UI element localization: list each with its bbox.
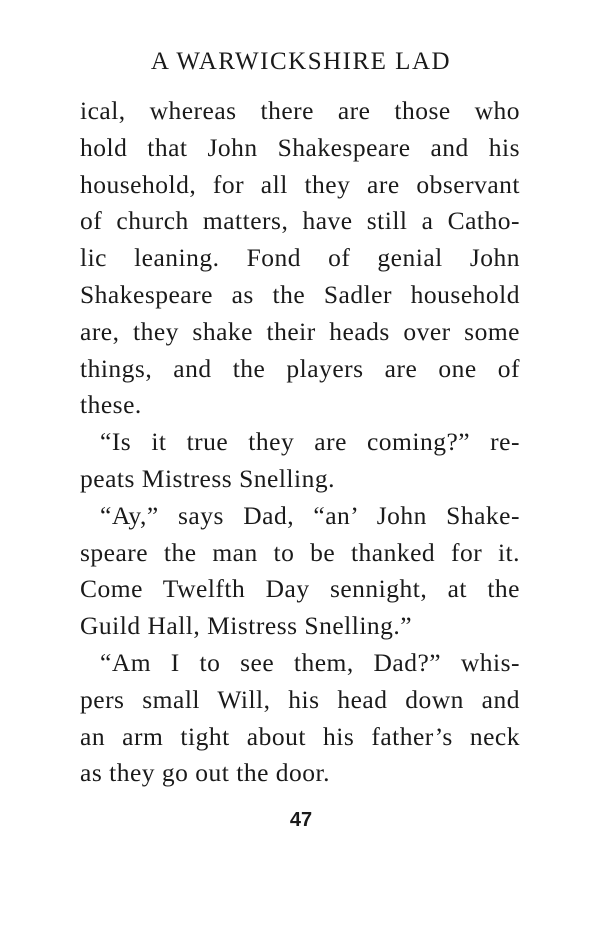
paragraph [80,645,520,792]
paragraph [80,498,520,645]
text-line: “Ay,” says Dad, “an’ John Shake- [100,500,520,530]
text-line: peats Mistress Snelling. [80,463,335,493]
text-line: are, they shake their heads over some [80,316,520,346]
running-head: A WARWICKSHIRE LAD [150,48,452,75]
text-line: lic leaning. Fond of genial John [80,243,520,273]
paragraph [80,93,520,424]
text-line: Come Twelfth Day sennight, at the [80,574,520,604]
text-line: as they go out the door. [80,758,330,788]
text-line: Shakespeare as the Sadler household [80,279,520,309]
text-line: “Is it true they are coming?” re- [100,427,520,457]
text-line: household, for all they are observant [80,169,520,199]
body-text [80,93,520,792]
text-line: of church matters, have still a Catho- [80,206,520,236]
paragraph [80,424,520,498]
text-line: things, and the players are one of [80,353,520,383]
text-line: speare the man to be thanked for it. [80,537,520,567]
text-line: “Am I to see them, Dad?” whis- [100,647,520,677]
text-line: Guild Hall, Mistress Snelling.” [80,611,413,641]
text-line: hold that John Shakespeare and his [80,132,520,162]
text-line: an arm tight about his father’s neck [80,721,520,751]
page-number: 47 [289,809,313,831]
text-line: pers small Will, his head down and [80,684,520,714]
text-line: ical, whereas there are those who [80,96,520,125]
text-line: these. [80,390,142,420]
